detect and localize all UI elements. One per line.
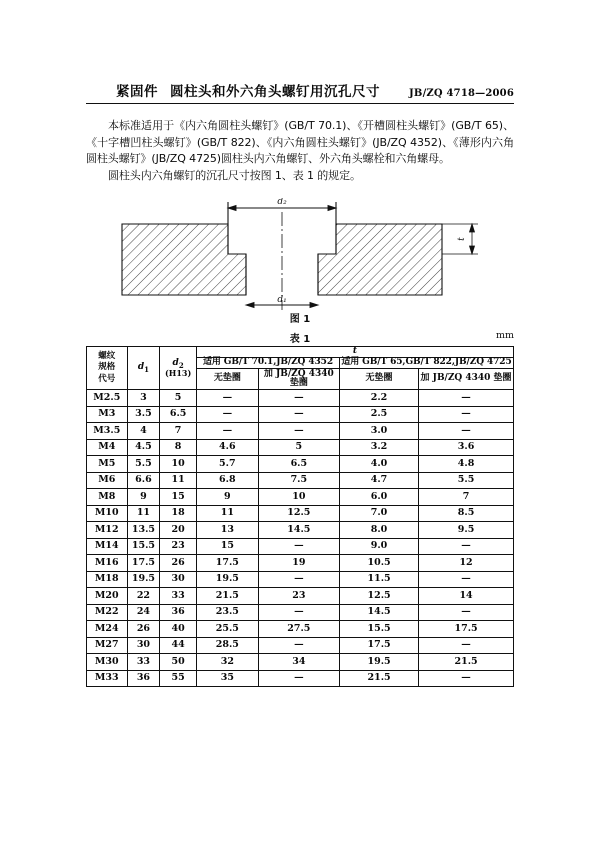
table-cell: 44 (160, 637, 197, 654)
table-cell: — (258, 538, 339, 555)
table-cell: 55 (160, 670, 197, 687)
table-cell: 19.5 (339, 654, 418, 671)
reference-paragraph: 圆柱头内六角螺钉的沉孔尺寸按图 1、表 1 的规定。 (108, 168, 361, 182)
table-cell: 35 (196, 670, 258, 687)
table-cell: 26 (160, 555, 197, 572)
page-header (86, 80, 514, 104)
table-cell: 27.5 (258, 621, 339, 638)
table-cell: — (419, 538, 514, 555)
table-cell: 6.8 (196, 472, 258, 489)
table-cell: 15.5 (339, 621, 418, 638)
cell-thread-size: M22 (87, 604, 128, 621)
table-cell: 26 (127, 621, 160, 638)
table-cell: 11 (196, 505, 258, 522)
table-row (87, 670, 514, 687)
table-cell: 6.5 (258, 456, 339, 473)
dimension-label-d1: d₁ (277, 295, 287, 305)
table-cell: — (196, 406, 258, 423)
cell-thread-size: M24 (87, 621, 128, 638)
table-cell: 11.5 (339, 571, 418, 588)
table-cell: 7.5 (258, 472, 339, 489)
table-cell: 3.6 (419, 439, 514, 456)
table-cell: 14 (419, 588, 514, 605)
table-cell: 18 (160, 505, 197, 522)
table-row (87, 456, 514, 473)
table-cell: — (419, 571, 514, 588)
cell-thread-size: M10 (87, 505, 128, 522)
cell-thread-size: M6 (87, 472, 128, 489)
table-cell: 17.5 (127, 555, 160, 572)
table-cell: — (258, 571, 339, 588)
table-cell: 3.0 (339, 423, 418, 440)
figure-caption: 图 1 (289, 314, 311, 325)
material-right (318, 224, 442, 295)
table-row (87, 604, 514, 621)
table-cell: 5 (258, 439, 339, 456)
cell-thread-size: M5 (87, 456, 128, 473)
table-cell: — (258, 670, 339, 687)
col-subheader-a-with-washer: 加 JB/ZQ 4340 垫圈 (258, 369, 339, 390)
table-cell: 4 (127, 423, 160, 440)
cell-thread-size: M14 (87, 538, 128, 555)
d1-subscript: 1 (144, 364, 150, 374)
table-cell: 4.8 (419, 456, 514, 473)
table-cell: 30 (160, 571, 197, 588)
title-sub: 圆柱头和外六角头螺钉用沉孔尺寸 (170, 84, 380, 100)
table-row (87, 439, 514, 456)
col-subheader-b-with-washer: 加 JB/ZQ 4340 垫圈 (419, 369, 514, 390)
table-row (87, 489, 514, 506)
table-cell: — (419, 406, 514, 423)
table-cell: 10.5 (339, 555, 418, 572)
dimension-label-t: t (457, 237, 467, 241)
table-cell: 6.5 (160, 406, 197, 423)
col-group-gbt65: 适用 GB/T 65,GB/T 822,JB/ZQ 4725 (341, 357, 512, 368)
thread-line-1: 螺纹 (98, 350, 116, 361)
d2-subscript: 2 (178, 360, 184, 370)
table-cell: 9.5 (419, 522, 514, 539)
table-cell: 4.0 (339, 456, 418, 473)
table-row (87, 588, 514, 605)
table-row (87, 654, 514, 671)
table-cell: 11 (127, 505, 160, 522)
table-cell: — (258, 604, 339, 621)
body-text (86, 118, 514, 184)
table-cell: 23 (160, 538, 197, 555)
table-cell: 9.0 (339, 538, 418, 555)
d1-symbol: d (137, 361, 145, 372)
dimension-label-d2: d₂ (277, 198, 287, 207)
table-cell: 15 (160, 489, 197, 506)
col-header-thread-size (87, 347, 128, 390)
table-cell: 33 (160, 588, 197, 605)
table-cell: 22 (127, 588, 160, 605)
table-cell: 17.5 (339, 637, 418, 654)
col-subheader-a-no-washer: 无垫圈 (196, 369, 258, 390)
table-cell: 5.7 (196, 456, 258, 473)
table-cell: 21.5 (419, 654, 514, 671)
cell-thread-size: M4 (87, 439, 128, 456)
table-cell: 4.7 (339, 472, 418, 489)
counterbore-figure (86, 198, 514, 328)
table-cell: 17.5 (419, 621, 514, 638)
table-unit: mm (495, 330, 514, 341)
cell-thread-size: M20 (87, 588, 128, 605)
standard-number: JB/ZQ 4718—2006 (409, 88, 514, 99)
table-cell: — (258, 637, 339, 654)
cell-thread-size: M3 (87, 406, 128, 423)
table-cell: — (419, 423, 514, 440)
table-cell: — (258, 390, 339, 407)
table-cell: 12 (419, 555, 514, 572)
material-left (122, 224, 246, 295)
table-body (87, 390, 514, 687)
table-cell: 2.2 (339, 390, 418, 407)
cell-thread-size: M2.5 (87, 390, 128, 407)
table-head (87, 347, 514, 390)
table-cell: — (419, 670, 514, 687)
table-row (87, 423, 514, 440)
table-cell: 7 (160, 423, 197, 440)
table-cell: 9 (127, 489, 160, 506)
table-cell: — (419, 390, 514, 407)
table-cell: — (258, 406, 339, 423)
cell-thread-size: M33 (87, 670, 128, 687)
col-header-d1 (127, 347, 160, 390)
table-row (87, 390, 514, 407)
table-cell: — (419, 637, 514, 654)
table-cell: 24 (127, 604, 160, 621)
table-cell: 19 (258, 555, 339, 572)
table-cell: 8.5 (419, 505, 514, 522)
table-cell: 50 (160, 654, 197, 671)
table-cell: 14.5 (339, 604, 418, 621)
table-row (87, 472, 514, 489)
table-cell: 40 (160, 621, 197, 638)
table-cell: 12.5 (258, 505, 339, 522)
table-cell: 3.2 (339, 439, 418, 456)
table-cell: 10 (258, 489, 339, 506)
table-cell: 3 (127, 390, 160, 407)
table-row (87, 406, 514, 423)
table-cell: 17.5 (196, 555, 258, 572)
table-cell: 34 (258, 654, 339, 671)
cell-thread-size: M27 (87, 637, 128, 654)
table-cell: 5.5 (127, 456, 160, 473)
table-cell: 19.5 (196, 571, 258, 588)
table-cell: 21.5 (196, 588, 258, 605)
table-head-row-1 (87, 347, 514, 358)
table-cell: 15 (196, 538, 258, 555)
table-cell: 6.0 (339, 489, 418, 506)
table-row (87, 621, 514, 638)
cell-thread-size: M16 (87, 555, 128, 572)
cell-thread-size: M3.5 (87, 423, 128, 440)
table-cell: 23.5 (196, 604, 258, 621)
table-cell: 5.5 (419, 472, 514, 489)
cell-thread-size: M30 (87, 654, 128, 671)
col-header-d2 (160, 347, 197, 390)
thread-line-2: 规格 (98, 362, 116, 373)
table-row (87, 522, 514, 539)
table-cell: 4.5 (127, 439, 160, 456)
table-row (87, 505, 514, 522)
table-cell: 30 (127, 637, 160, 654)
table-cell: 6.6 (127, 472, 160, 489)
counterbore-spec-table (86, 346, 514, 687)
table-cell: 11 (160, 472, 197, 489)
d2-symbol: d (172, 357, 179, 368)
title-main: 紧固件 (116, 84, 158, 100)
table-row (87, 637, 514, 654)
table-cell: 36 (160, 604, 197, 621)
table-cell: 13.5 (127, 522, 160, 539)
table-cell: — (258, 423, 339, 440)
table-cell: 8.0 (339, 522, 418, 539)
table-cell: 36 (127, 670, 160, 687)
table-cell: 21.5 (339, 670, 418, 687)
col-header-t: t (196, 347, 513, 358)
counterbore-drawing (86, 198, 514, 328)
table-caption: 表 1 (289, 334, 311, 345)
table-cell: 20 (160, 522, 197, 539)
table-cell: 3.5 (127, 406, 160, 423)
table-cell: 33 (127, 654, 160, 671)
table-cell: 13 (196, 522, 258, 539)
cell-thread-size: M8 (87, 489, 128, 506)
cell-thread-size: M12 (87, 522, 128, 539)
table-cell: 7 (419, 489, 514, 506)
table-cell: 4.6 (196, 439, 258, 456)
d2-tolerance: (H13) (164, 367, 192, 378)
table-cell: — (419, 604, 514, 621)
table-cell: 15.5 (127, 538, 160, 555)
table-cell: 2.5 (339, 406, 418, 423)
table-cell: 25.5 (196, 621, 258, 638)
col-group-gbt701: 适用 GB/T 70.1,JB/ZQ 4352 (196, 358, 339, 369)
col-subheader-b-no-washer: 无垫圈 (339, 369, 418, 390)
table-cell: 28.5 (196, 637, 258, 654)
page-title (86, 80, 380, 100)
table-cell: 12.5 (339, 588, 418, 605)
table-row (87, 538, 514, 555)
table-cell: 32 (196, 654, 258, 671)
table-cell: — (196, 423, 258, 440)
table-cell: 7.0 (339, 505, 418, 522)
spec-table-wrapper (86, 346, 514, 687)
table-cell: — (196, 390, 258, 407)
table-cell: 5 (160, 390, 197, 407)
thread-line-3: 代号 (98, 373, 116, 384)
cell-thread-size: M18 (87, 571, 128, 588)
table-row (87, 571, 514, 588)
table-cell: 23 (258, 588, 339, 605)
scope-paragraph: 本标准适用于《内六角圆柱头螺钉》(GB/T 70.1)、《开槽圆柱头螺钉》(GB/T 65)、《十字槽凹柱头螺钉》(GB/T 822)、《内六角圆柱头螺钉》(JB/ZQ 4352)、《薄形内六角圆柱头螺钉》(JB/ZQ 4725)圆柱头内六角螺钉、外六角头螺栓和六角螺母。 (86, 119, 514, 165)
table-cell: 8 (160, 439, 197, 456)
table-cell: 19.5 (127, 571, 160, 588)
table-cell: 14.5 (258, 522, 339, 539)
table-cell: 10 (160, 456, 197, 473)
table-row (87, 555, 514, 572)
table-cell: 9 (196, 489, 258, 506)
